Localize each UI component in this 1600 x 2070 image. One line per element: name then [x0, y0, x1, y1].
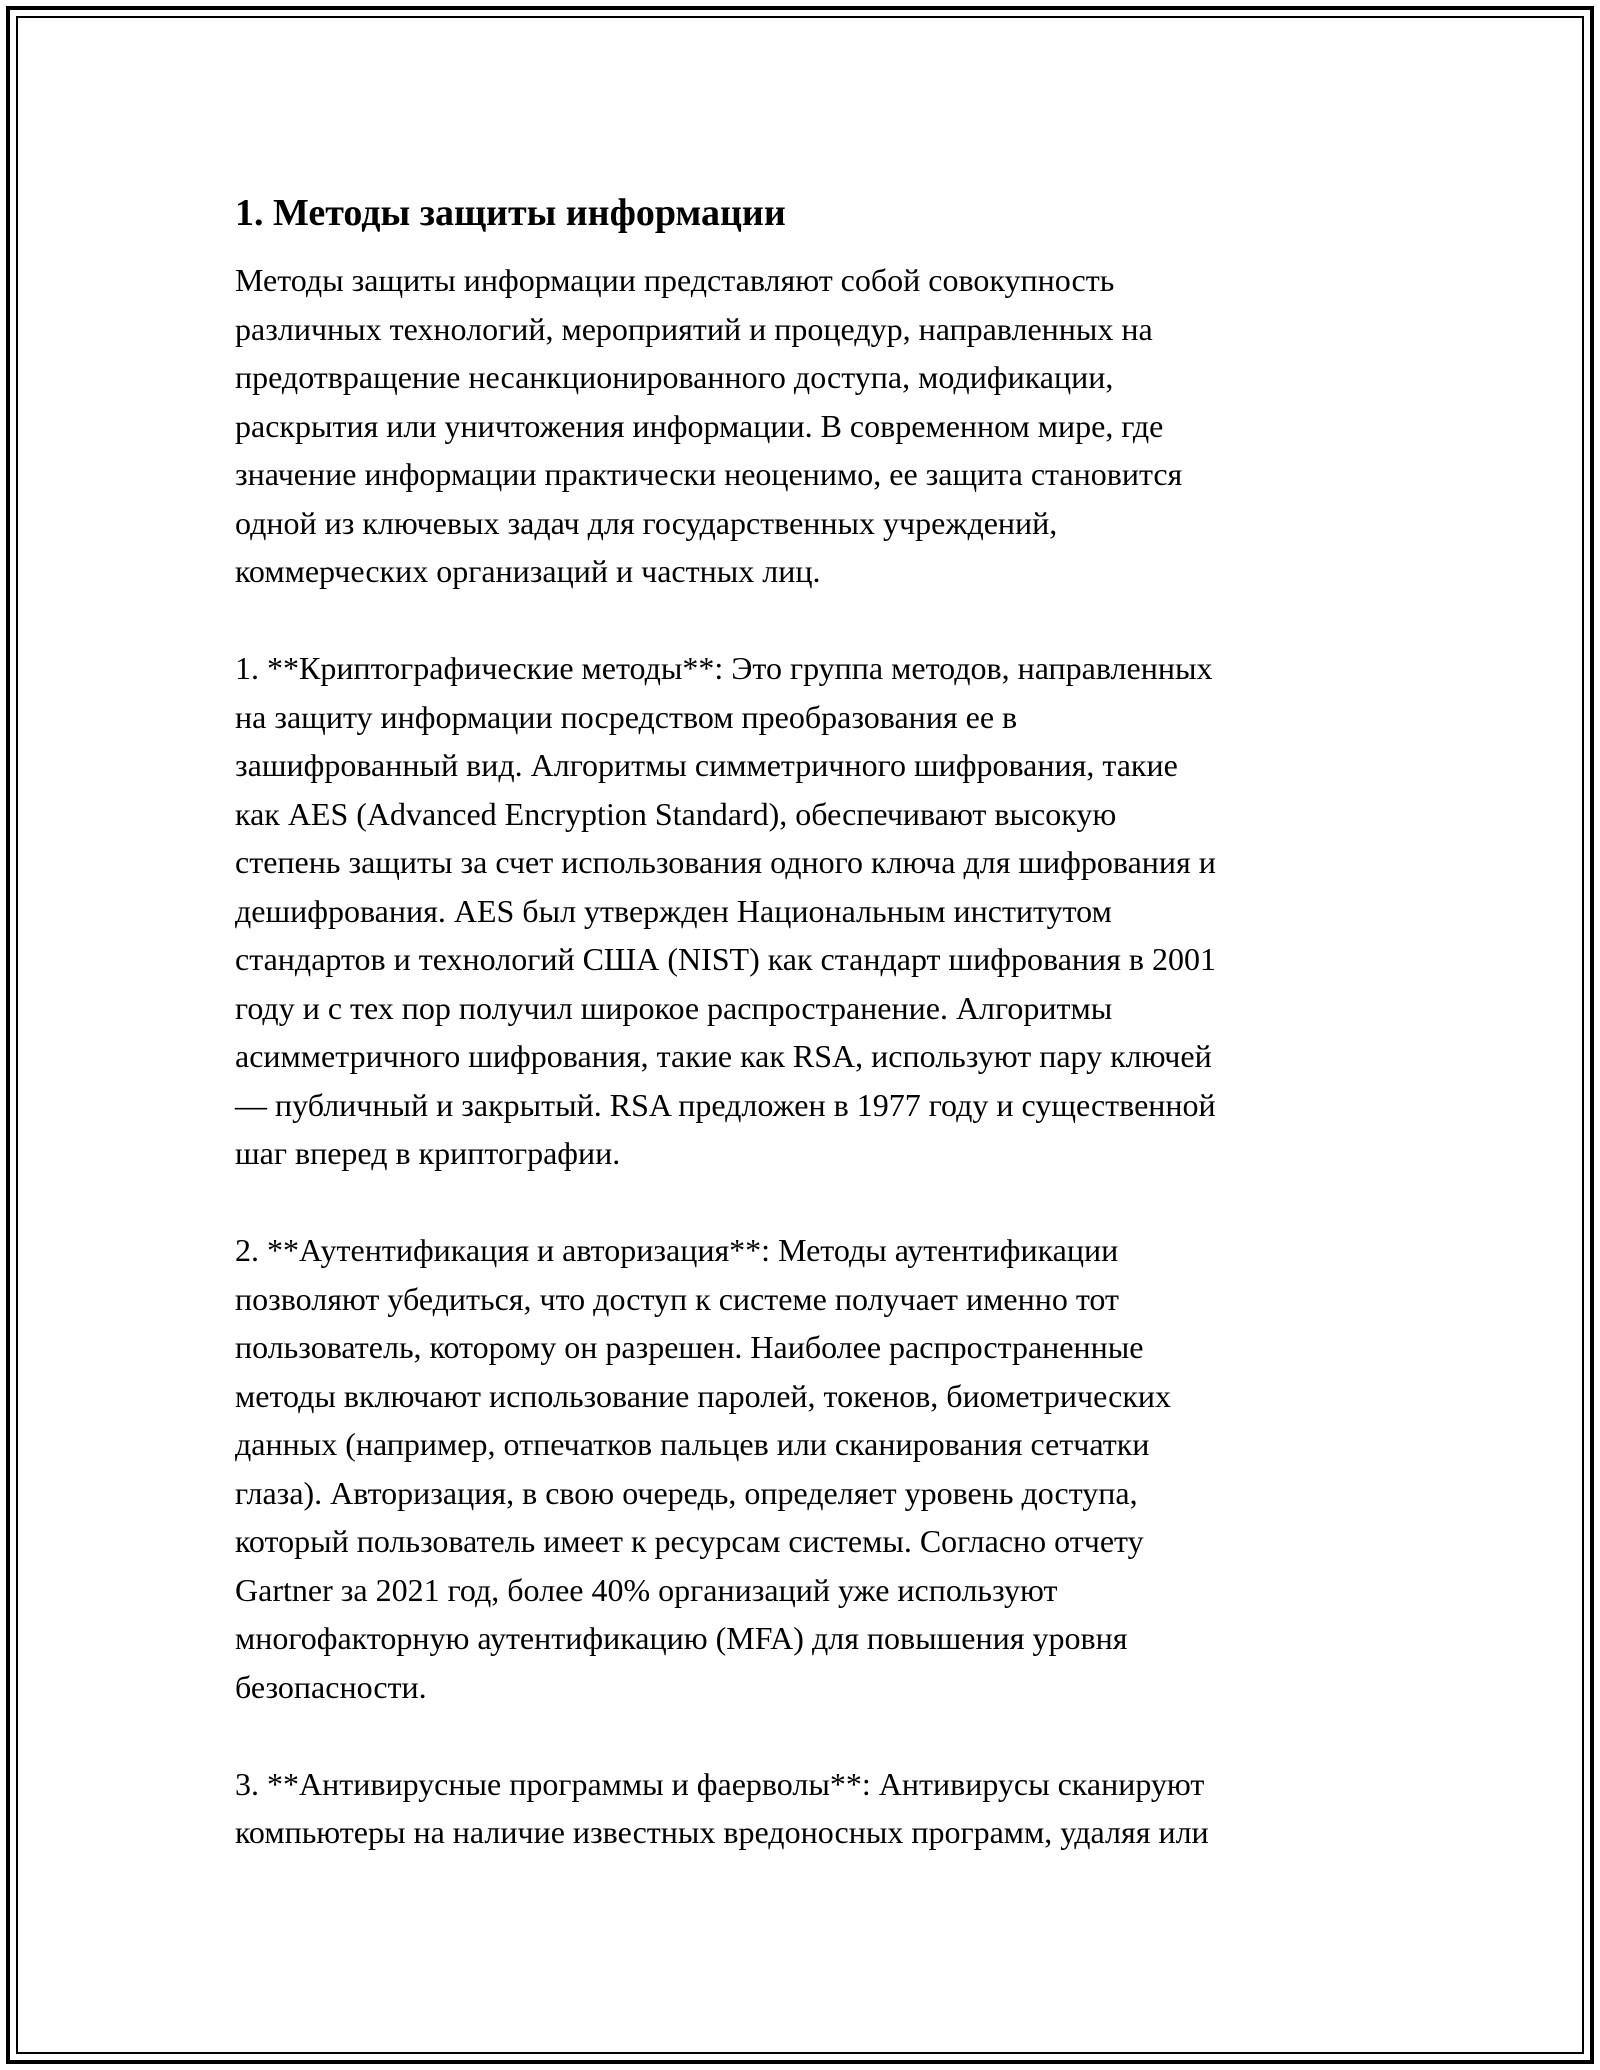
text-line: данных (например, отпечатков пальцев или сканирования сетчатки [235, 1426, 1150, 1462]
document-body [235, 188, 1375, 1905]
text-line: 1. **Криптографические методы**: Это группа методов, направленных [235, 650, 1213, 686]
text-line: предотвращение несанкционированного доступа, модификации, [235, 359, 1114, 395]
text-line: асимметричного шифрования, такие как RSA, используют пару ключей [235, 1038, 1212, 1074]
text-line: одной из ключевых задач для государственных учреждений, [235, 504, 1058, 541]
text-line: году и с тех пор получил широкое распространение. Алгоритмы [235, 989, 1113, 1026]
text-line: компьютеры на наличие известных вредоносных программ, удаляя или [235, 1814, 1209, 1850]
text-line: Gartner за 2021 год, более 40% организаций уже используют [235, 1571, 1058, 1608]
text-line: 2. **Аутентификация и авторизация**: Методы аутентификации [235, 1232, 1119, 1268]
text-line: пользователь, которому он разрешен. Наиболее распространенные [235, 1329, 1144, 1365]
paragraph-authentication [235, 1226, 1375, 1711]
text-line: значение информации практически неоценимо, ее защита становится [235, 456, 1183, 492]
text-line: который пользователь имеет к ресурсам системы. Согласно отчету [235, 1523, 1144, 1559]
text-line: безопасности. [235, 1668, 427, 1705]
paragraph-cryptography [235, 644, 1375, 1178]
paragraph-intro [235, 256, 1375, 596]
text-line: многофакторную аутентификацию (MFA) для повышения уровня [235, 1620, 1128, 1656]
text-line: степень защиты за счет использования одного ключа для шифрования и [235, 844, 1216, 880]
text-line: глаза). Авторизация, в свою очередь, определяет уровень доступа, [235, 1474, 1138, 1511]
text-line: как AES (Advanced Encryption Standard), обеспечивают высокую [235, 795, 1117, 832]
text-line: различных технологий, мероприятий и процедур, направленных на [235, 310, 1153, 347]
section-heading: 1. Методы защиты информации [235, 192, 786, 234]
text-line: шаг вперед в криптографии. [235, 1135, 621, 1171]
text-line: на защиту информации посредством преобразования ее в [235, 698, 1018, 735]
text-line: позволяют убедиться, что доступ к системе получает именно тот [235, 1280, 1119, 1317]
text-line: коммерческих организаций и частных лиц. [235, 553, 821, 589]
text-line: Методы защиты информации представляют собой совокупность [235, 262, 1115, 298]
text-line: методы включают использование паролей, токенов, биометрических [235, 1377, 1172, 1414]
text-line: стандартов и технологий США (NIST) как стандарт шифрования в 2001 [235, 941, 1216, 977]
text-line: зашифрованный вид. Алгоритмы симметричного шифрования, такие [235, 747, 1178, 783]
paragraph-antivirus [235, 1760, 1375, 1857]
text-line: дешифрования. AES был утвержден Национальным институтом [235, 892, 1112, 929]
text-line: 3. **Антивирусные программы и фаерволы**: Антивирусы сканируют [235, 1765, 1205, 1802]
text-line: — публичный и закрытый. RSA предложен в 1977 году и существенной [235, 1086, 1216, 1123]
text-line: раскрытия или уничтожения информации. В современном мире, где [235, 407, 1164, 444]
